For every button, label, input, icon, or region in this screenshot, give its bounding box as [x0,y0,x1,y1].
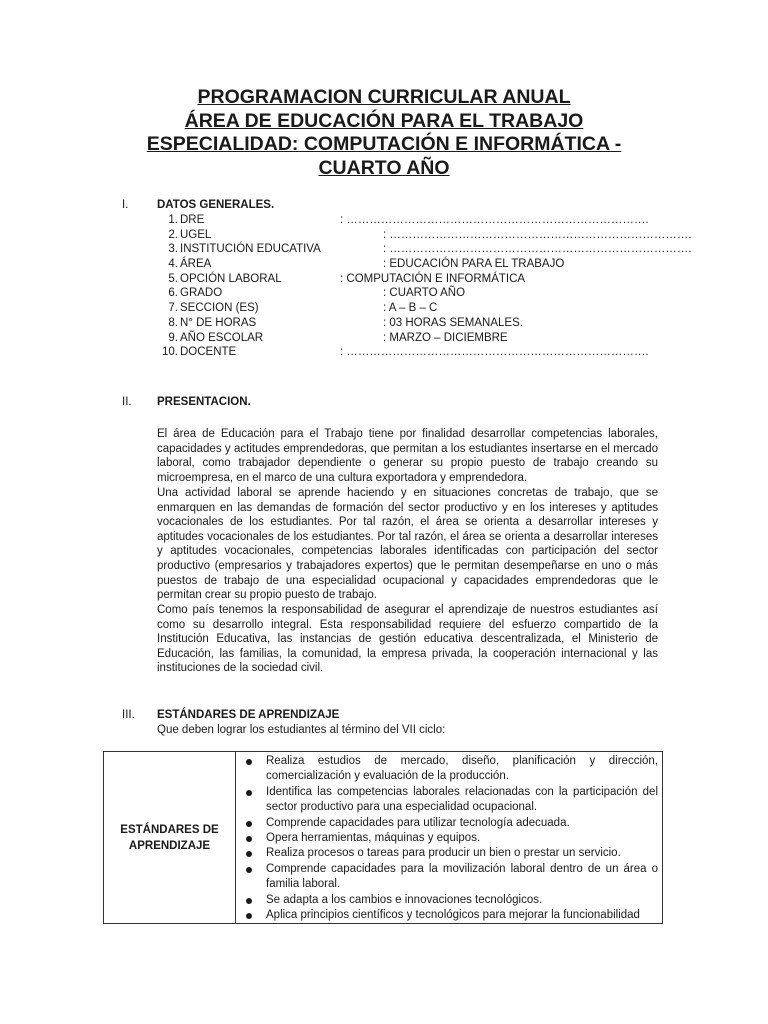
field-row-ugel [154,228,692,243]
standard-text: Identifica las competencias laborales relacionadas con la participación del sector productivo para una especialidad ocupacional. [266,785,658,814]
field-label: DRE [180,214,205,226]
section-1-heading: DATOS GENERALES. [157,199,275,211]
standard-text: Comprende capacidades para la movilización laboral dentro de un área o familia laboral. [266,862,658,891]
standard-text: Comprende capacidades para utilizar tecnología adecuada. [266,816,570,829]
standard-text: Opera herramientas, máquinas y equipos. [266,832,481,845]
section-3-numeral: III. [122,709,135,721]
standards-list [236,752,662,923]
list-item [236,908,658,923]
field-label: OPCIÓN LABORAL [180,272,282,285]
field-number: 6. [168,287,178,300]
field-label: UGEL [180,228,212,241]
title-line-4: CUARTO AÑO [318,156,450,179]
field-row-docente [154,345,674,360]
presentation-paragraph-2: Una actividad laboral se aprende haciendo y en situaciones concretas de trabajo, que se enmarquen en las demandas de formación del sector productivo y en los intereses y aptitudes vocacionales de los estudiantes. Por tal razón, el área se orienta a desarrollar intereses y aptitudes vocacionales de los estudiantes. Por tal razón, el área se orienta a desarrollar intereses y aptitudes vocacionales, competencias laborales identificadas con participación del sector productivo (empresarios y trabajadores expertos) que le permitan desempeñarse en uno o más puestos de trabajo de una especialidad ocupacional y capacidades emprendedoras que le permitan crear su propio puesto de trabajo. [157,487,658,602]
field-number: 3. [168,243,178,256]
standards-table [103,751,663,924]
bullet-icon [246,898,252,904]
field-number: 7. [168,302,178,315]
list-item [236,754,658,785]
document-title [0,86,768,180]
standards-label-line-2: APRENDIZAJE [128,839,211,852]
standards-label-line-1: ESTÁNDARES DE [120,823,219,836]
field-row-area [154,257,674,272]
field-number: 9. [168,331,178,344]
field-label: DOCENTE [180,346,237,359]
field-row-dre [154,213,674,228]
field-label: SECCION (ES) [180,302,259,315]
section-1-numeral: I. [122,199,129,211]
presentation-paragraph-3: Como país tenemos la responsabilidad de asegurar el aprendizaje de nuestros estudiantes así como su desarrollo integral. Esta responsabilidad requiere del esfuerzo compartido de la Institución Educativa, las instancias de gestión educativa descentralizada, el Ministerio de Educación, las familias, la comunidad, la empresa privada, la cooperación internacional y las instituciones de la sociedad civil. [157,604,658,675]
standard-text: Se adapta a los cambios e innovaciones tecnológicos. [266,893,543,906]
bullet-icon [246,867,252,873]
standard-text: Aplica principios científicos y tecnológicos para mejorar la funcionabilidad [266,909,640,922]
table-row [104,752,663,924]
title-line-1: PROGRAMACION CURRICULAR ANUAL [197,86,571,108]
field-label: GRADO [180,287,223,300]
standards-label-cell [104,752,236,924]
general-data-list [154,213,692,360]
field-number: 10. [162,346,178,359]
field-value: : MARZO – DICIEMBRE [383,331,508,344]
bullet-icon [246,790,252,796]
field-label: INSTITUCIÓN EDUCATIVA [180,243,321,256]
section-3-heading: ESTÁNDARES DE APRENDIZAJE [157,709,340,721]
field-value: : ……………………………………………………………………. [340,214,649,226]
field-row-seccion [154,301,674,316]
list-item [236,816,658,831]
field-label: N° DE HORAS [180,316,257,329]
standards-list-cell [236,752,663,924]
standard-text: Realiza estudios de mercado, diseño, planificación y dirección, comercialización y evaluación de la producción. [266,755,658,783]
field-value: : A – B – C [383,302,438,315]
field-value: : ……………………………………………………………………. [340,346,649,359]
field-value: : COMPUTACIÓN E INFORMÁTICA [340,272,526,285]
field-number: 1. [168,214,178,226]
field-label: AÑO ESCOLAR [180,331,264,344]
presentation-paragraph-1: El área de Educación para el Trabajo tiene por finalidad desarrollar competencias laborales, capacidades y actitudes emprendedoras, que permitan a los estudiantes insertarse en el mercado laboral, como trabajador dependiente o generar su propio puesto de trabajo creando su microempresa, en el marco de una cultura exportadora y emprendedora. [157,428,658,484]
field-value: : EDUCACIÓN PARA EL TRABAJO [383,258,565,271]
field-value: : ……………………………………………………………………. [383,243,692,256]
bullet-icon [246,759,252,765]
section-2-numeral: II. [122,396,132,408]
list-item [236,862,658,893]
field-value: : ……………………………………………………………………. [383,228,692,241]
field-row-opcion-laboral [154,272,674,287]
bullet-icon [246,821,252,827]
title-line-3: ESPECIALIDAD: COMPUTACIÓN E INFORMÁTICA - [146,133,622,155]
field-value: : CUARTO AÑO [383,287,466,300]
list-item [236,846,658,861]
standard-text: Realiza procesos o tareas para producir un bien o prestar un servicio. [266,847,621,860]
bullet-icon [246,836,252,842]
field-value: : 03 HORAS SEMANALES. [383,316,523,329]
field-row-horas [154,316,674,331]
field-number: 8. [168,316,178,329]
section-3-subheading: Que deben lograr los estudiantes al término del VII ciclo: [157,724,446,736]
field-label: ÁREA [180,258,212,271]
bullet-icon [246,851,252,857]
list-item [236,785,658,816]
list-item [236,893,658,908]
field-number: 5. [168,272,178,285]
section-2-heading: PRESENTACION. [157,396,251,408]
field-row-grado [154,286,674,301]
field-number: 4. [168,258,178,271]
list-item [236,831,658,846]
bullet-icon [246,913,252,919]
field-row-ano-escolar [154,331,674,346]
field-row-institucion [154,242,692,257]
title-line-2: ÁREA DE EDUCACIÓN PARA EL TRABAJO [184,109,584,132]
field-number: 2. [168,228,178,241]
